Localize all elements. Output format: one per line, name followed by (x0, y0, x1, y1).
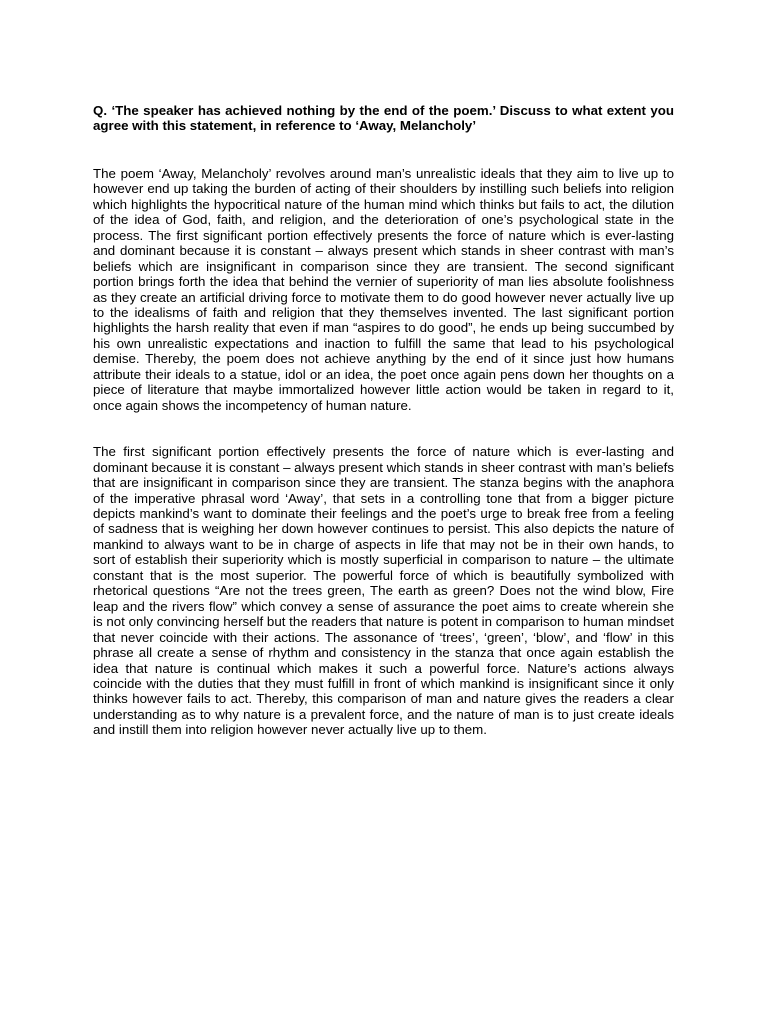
body-paragraph-1: The poem ‘Away, Melancholy’ revolves around man’s unrealistic ideals that they aim to live up to however end up taking the burden of acting of their shoulders by instilling such beliefs into religion which highlights the hypocritical nature of the human mind which thinks but fails to act, the dilution of the idea of God, faith, and religion, and the deterioration of one’s psychological state in the process. The first significant portion effectively presents the force of nature which is ever-lasting and dominant because it is constant – always present which stands in sheer contrast with man’s beliefs which are insignificant in comparison since they are transient. The second significant portion brings forth the idea that behind the vernier of superiority of man lies absolute foolishness as they create an artificial driving force to motivate them to do good however never actually live up to the idealisms of faith and religion that they themselves invented. The last significant portion highlights the harsh reality that even if man “aspires to do good”, he ends up being succumbed by his own unrealistic expectations and inaction to fulfill the same that lead to his psychological demise. Thereby, the poem does not achieve anything by the end of it since just how humans attribute their ideals to a statue, idol or an idea, the poet once again pens down her thoughts on a piece of literature that maybe immortalized however little action would be taken in regard to it, once again shows the incompetency of human nature. (93, 165, 674, 413)
document-page (93, 103, 674, 738)
essay-question: Q. ‘The speaker has achieved nothing by the end of the poem.’ Discuss to what extent you agree with this statement, in reference to ‘Away, Melancholy’ (93, 103, 674, 134)
body-paragraph-2: The first significant portion effectively presents the force of nature which is ever-lasting and dominant because it is constant – always present which stands in sheer contrast with man’s beliefs that are insignificant in comparison since they are transient. The stanza begins with the anaphora of the imperative phrasal word ‘Away’, that sets in a controlling tone that from a bigger picture depicts mankind’s want to dominate their feelings and the poet’s urge to break free from a feeling of sadness that is weighing her down however continues to persist. This also depicts the nature of mankind to always want to be in charge of aspects in life that may not be in their own hands, to sort of establish their superiority which is mostly superficial in comparison to nature – the ultimate constant that is the most superior. The powerful force of which is beautifully symbolized with rhetorical questions “Are not the trees green, The earth as green? Does not the wind blow, Fire leap and the rivers flow” which convey a sense of assurance the poet aims to create wherein she is not only convincing herself but the readers that nature is potent in comparison to human mindset that never coincide with their actions. The assonance of ‘trees’, ‘green’, ‘blow’, and ‘flow’ in this phrase all create a sense of rhythm and consistency in the stanza that once again establish the idea that nature is continual which makes it such a powerful force. Nature’s actions always coincide with the duties that they must fulfill in front of which mankind is insignificant since it only thinks however fails to act. Thereby, this comparison of man and nature gives the readers a clear understanding as to why nature is a prevalent force, and the nature of man is to just create ideals and instill them into religion however never actually live up to them. (93, 444, 674, 738)
